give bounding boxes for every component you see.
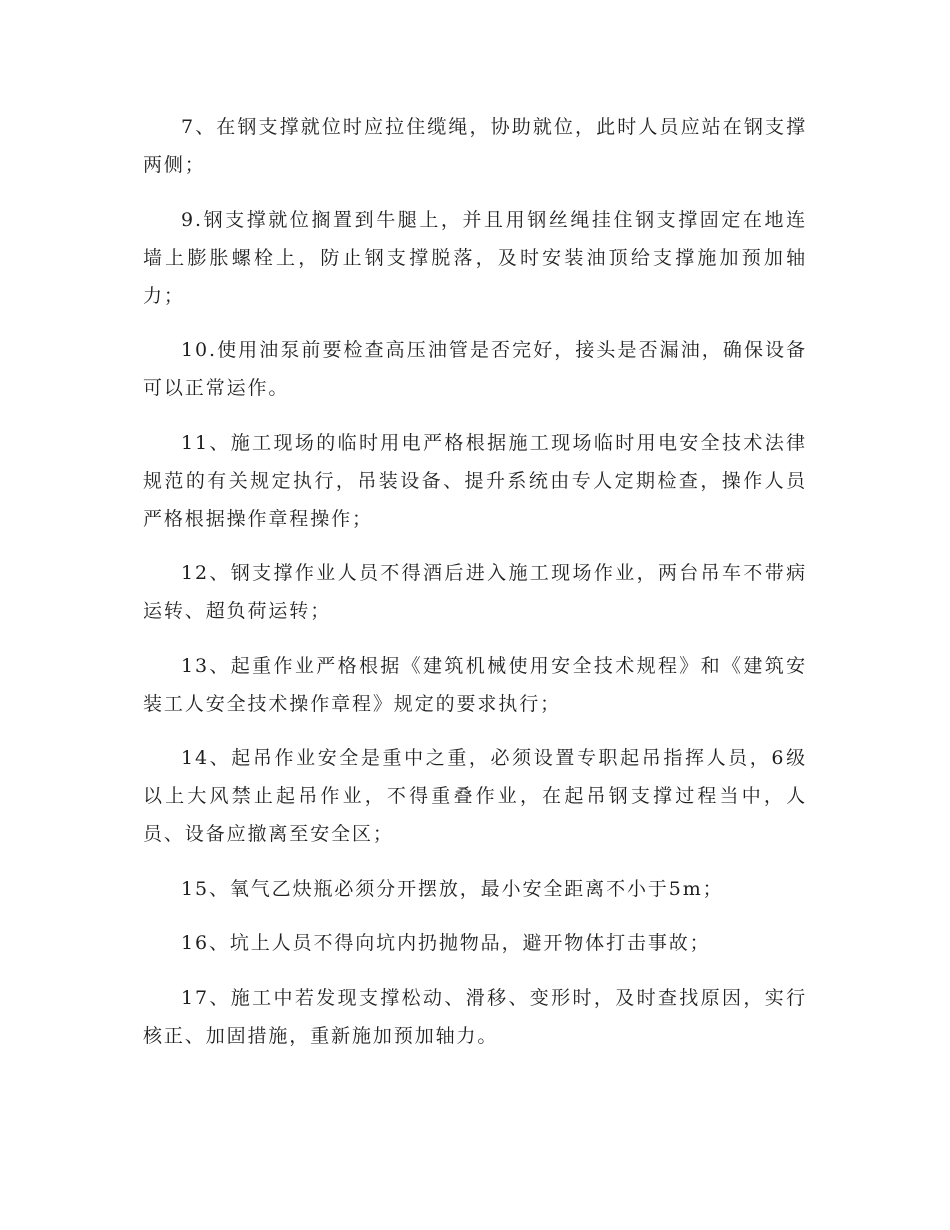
paragraph-item-16: 16、坑上人员不得向坑内扔抛物品，避开物体打击事故； — [181, 932, 711, 954]
paragraph-item-17: 17、施工中若发现支撑松动、滑移、变形时，及时查找原因，实行核正、加固措施，重新施加预加轴力。 — [143, 986, 807, 1047]
document-body — [143, 108, 807, 1071]
paragraph-item-9: 9.钢支撑就位搁置到牛腿上，并且用钢丝绳挂住钢支撑固定在地连墙上膨胀螺栓上，防止钢支撑脱落，及时安装油顶给支撑施加预加轴力； — [143, 208, 807, 307]
paragraph-item-10: 10.使用油泵前要检查高压油管是否完好，接头是否漏油，确保设备可以正常运作。 — [143, 339, 807, 399]
paragraph-item-12: 12、钢支撑作业人员不得酒后进入施工现场作业，两台吊车不带病运转、超负荷运转； — [143, 562, 807, 622]
paragraph-item-11: 11、施工现场的临时用电严格根据施工现场临时用电安全技术法律规范的有关规定执行，吊装设备、提升系统由专人定期检查，操作人员严格根据操作章程操作； — [143, 431, 807, 530]
paragraph-item-7: 7、在钢支撑就位时应拉住缆绳，协助就位，此时人员应站在钢支撑两侧； — [143, 116, 807, 176]
paragraph-item-15: 15、氧气乙炔瓶必须分开摆放，最小安全距离不小于5m； — [181, 877, 724, 900]
paragraph-item-13: 13、起重作业严格根据《建筑机械使用安全技术规程》和《建筑安装工人安全技术操作章程》规定的要求执行； — [143, 654, 807, 715]
paragraph-item-14: 14、起吊作业安全是重中之重，必须设置专职起吊指挥人员，6级以上大风禁止起吊作业，不得重叠作业，在起吊钢支撑过程当中，人员、设备应撤离至安全区； — [143, 747, 807, 845]
